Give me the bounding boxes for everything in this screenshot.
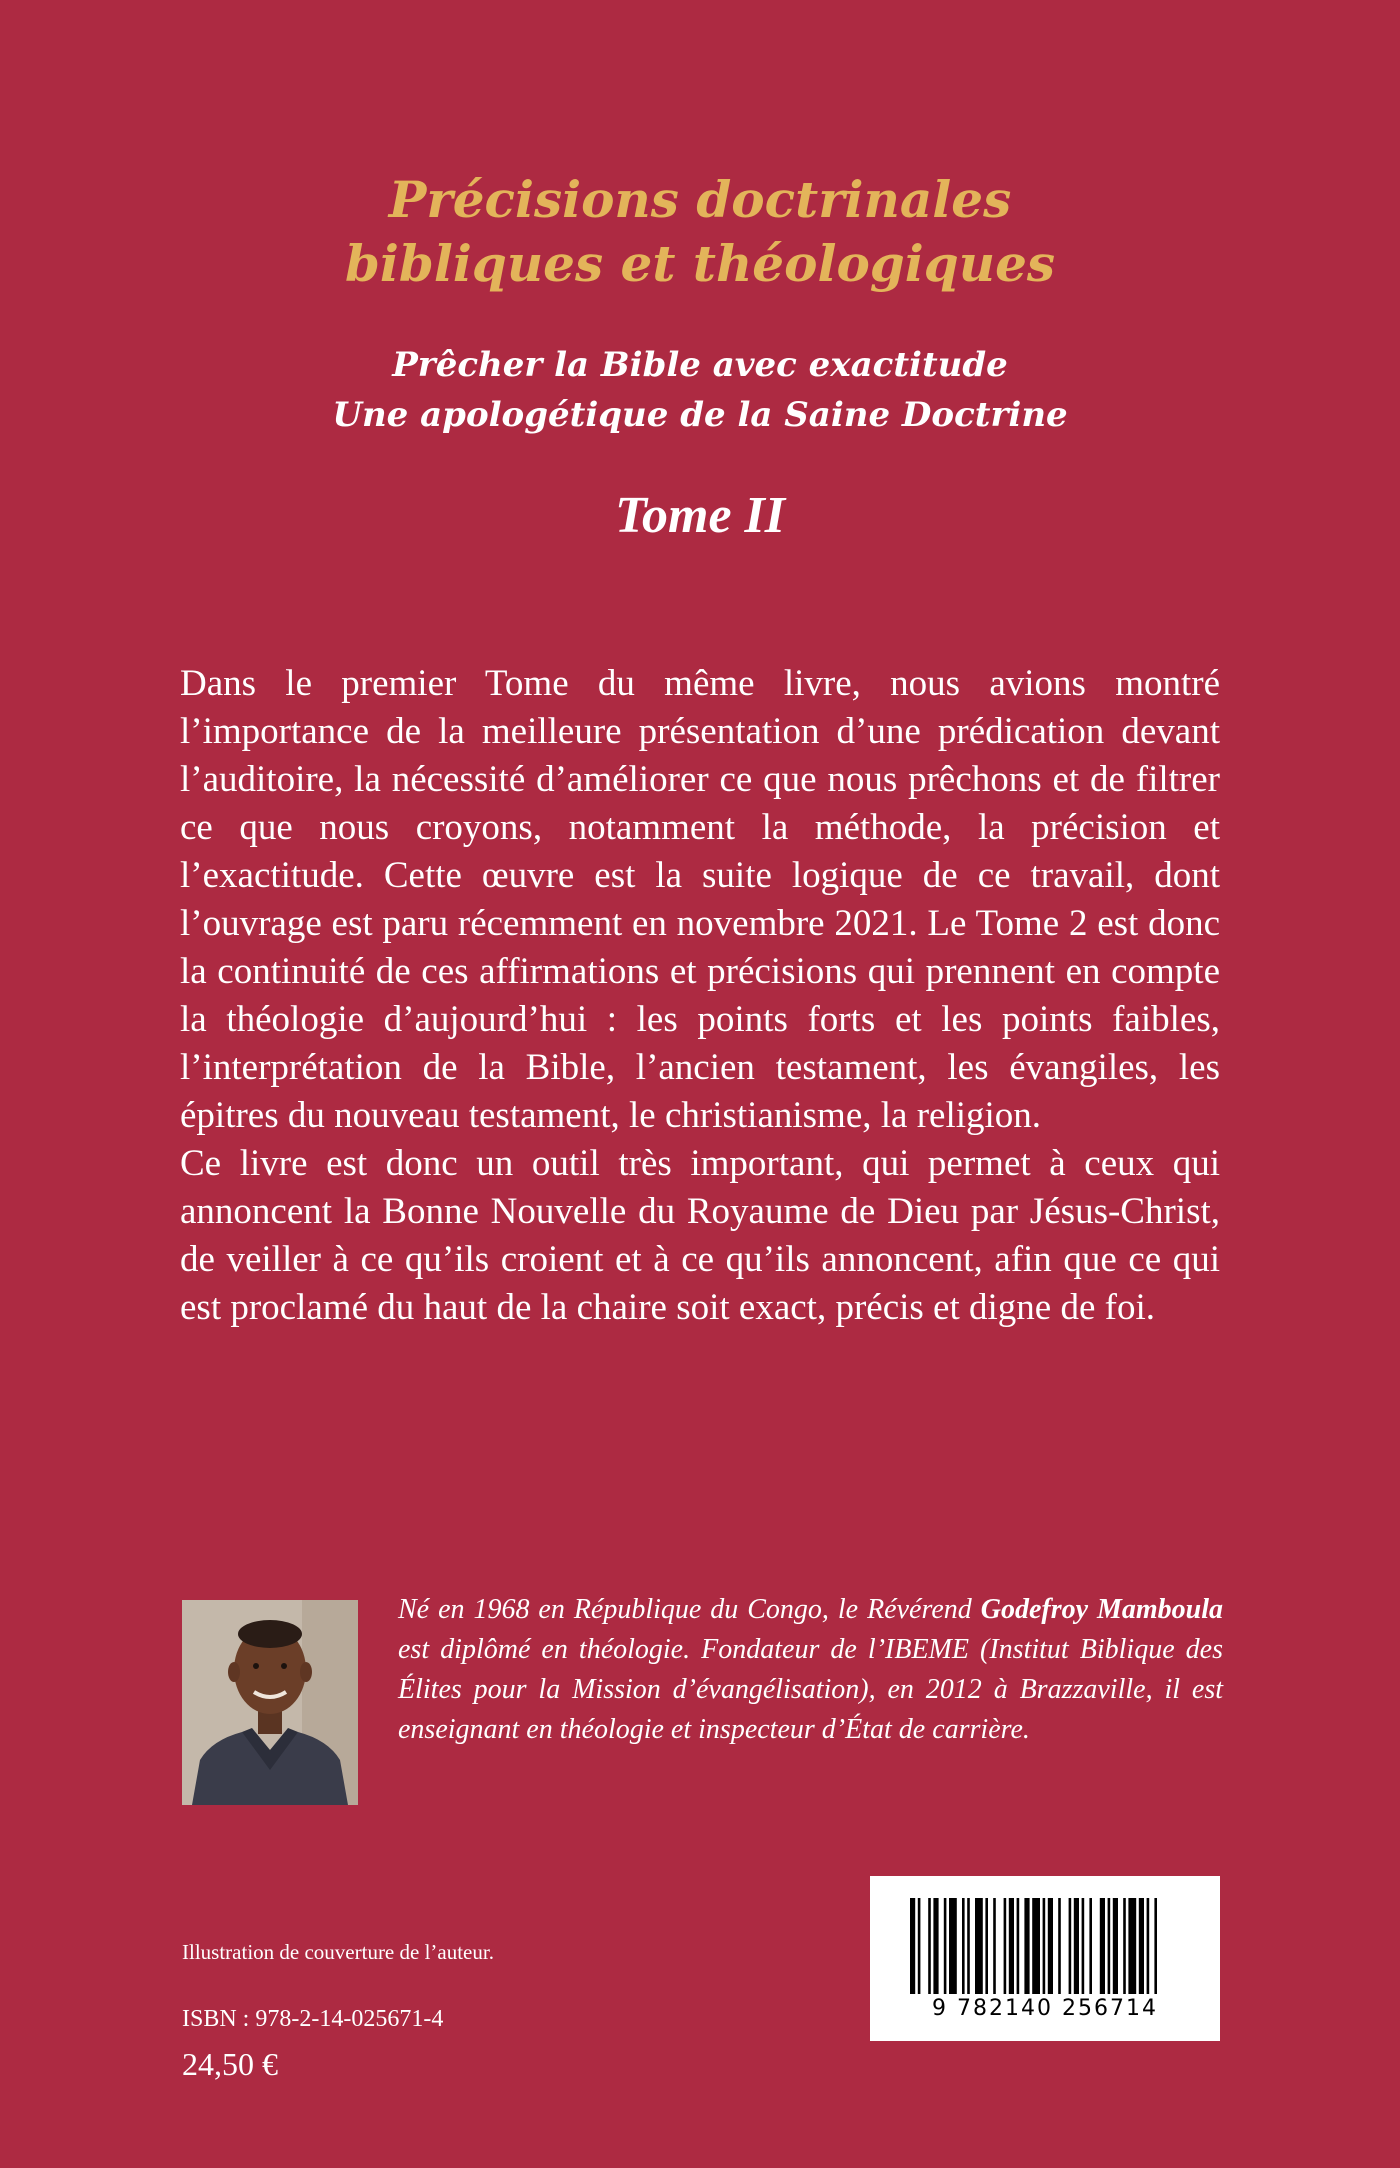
- barcode-number: 9 782140 256714: [932, 1996, 1158, 2021]
- bio-text-after-name: est diplômé en théologie. Fondateur de l’IBEME (Institut Biblique des Élites pour la Mission d’évangélisation), en 2012 à Brazzaville, il est enseignant en théologie et inspecteur d’État de carrière.: [398, 1634, 1223, 1745]
- blurb-paragraph-1: Dans le premier Tome du même livre, nous avions montré l’importance de la meilleure présentation d’une prédication devant l’auditoire, la nécessité d’améliorer ce que nous prêchons et de filtrer ce que nous croyons, notamment la méthode, la précision et l’exactitude. Cette œuvre est la suite logique de ce travail, dont l’ouvrage est paru récemment en novembre 2021. Le Tome 2 est donc la continuité de ces affirmations et précisions qui prennent en compte la théologie d’aujourd’hui : les points forts et les points faibles, l’interprétation de la Bible, l’ancien testament, les évangiles, les épitres du nouveau testament, le christianisme, la religion.: [180, 663, 1220, 1136]
- book-subtitle-line-1: Prêcher la Bible avec exactitude: [392, 345, 1008, 385]
- book-title-line-2: bibliques et théologiques: [344, 234, 1056, 293]
- isbn-label: ISBN : 978-2-14-025671-4: [182, 2006, 444, 2032]
- back-cover-blurb: [180, 660, 1220, 1332]
- price-label: 24,50 €: [182, 2046, 278, 2082]
- book-subtitle: [0, 340, 1400, 440]
- author-portrait-illustration: [182, 1600, 358, 1805]
- author-name: Godefroy Mamboula: [980, 1594, 1224, 1625]
- author-biography: [398, 1590, 1223, 1750]
- book-title-line-1: Précisions doctrinales: [388, 170, 1012, 229]
- volume-label: Tome II: [615, 487, 785, 544]
- barcode: [870, 1876, 1220, 2041]
- blurb-paragraph-2: Ce livre est donc un outil très important, qui permet à ceux qui annoncent la Bonne Nouvelle du Royaume de Dieu par Jésus-Christ, de veiller à ce qu’ils croient et à ce qu’ils annoncent, afin que ce qui est proclamé du haut de la chaire soit exact, précis et digne de foi.: [180, 1143, 1220, 1328]
- book-subtitle-line-2: Une apologétique de la Saine Doctrine: [332, 395, 1068, 435]
- author-photo: [182, 1600, 358, 1805]
- book-title: [0, 168, 1400, 296]
- bio-text-before-name: Né en 1968 en République du Congo, le Révérend: [398, 1594, 981, 1625]
- illustration-credit: Illustration de couverture de l’auteur.: [182, 1940, 494, 1964]
